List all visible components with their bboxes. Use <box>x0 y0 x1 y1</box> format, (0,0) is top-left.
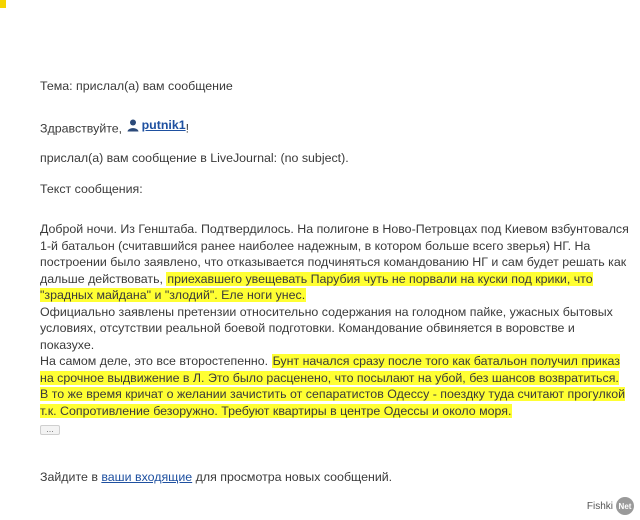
footer-suffix: для просмотра новых сообщений. <box>192 469 393 484</box>
site-watermark <box>587 497 634 515</box>
user-profile-icon <box>126 118 140 132</box>
footer-line <box>40 469 630 486</box>
watermark-text: Fishki <box>586 500 613 512</box>
message-header: Текст сообщения: <box>40 181 143 196</box>
watermark-badge: Net <box>616 497 634 515</box>
expand-quote-button[interactable]: ... <box>40 425 60 435</box>
username[interactable]: putnik1 <box>141 117 186 132</box>
footer-prefix: Зайдите в <box>40 469 102 484</box>
email-body <box>0 22 640 520</box>
greeting-prefix: Здравствуйте, <box>40 120 126 135</box>
corner-mark <box>0 0 6 8</box>
message-paragraph-2: Официально заявлены претензии относительно содержания на голодном пайке, ужасных бытовых условиях, отсутствии реальной боевой подготовки. Командование обвиняется в воровстве и показухе. <box>40 304 613 352</box>
user-link[interactable] <box>126 117 186 134</box>
top-bar <box>0 0 640 22</box>
message-text <box>40 221 630 437</box>
subject-line: Тема: прислал(а) вам сообщение <box>40 79 233 93</box>
message-p1-highlight: приехавшего увещевать Парубия чуть не порвали на куски под крики, что "зрадных майдана" и "злодий". Еле ноги унес. <box>40 271 593 303</box>
message-paragraph-1 <box>40 221 630 304</box>
sent-line: прислал(а) вам сообщение в LiveJournal: (no subject). <box>40 151 349 166</box>
message-p1: Доброй ночи. Из Генштаба. Подтвердилось. На полигоне в Ново-Петровцах под Киевом взбунтовался 1-й батальон (считавшийся ранее наиболее надежным, в котором больше всего зверья) НГ. На построении было заявлено, что отказывается подчиняться командованию НГ и сам будет решать как дальше действовать, <box>40 222 629 286</box>
email-content <box>40 78 630 485</box>
message-p3: На самом деле, это все второстепенно. <box>40 354 272 369</box>
greeting <box>40 117 630 137</box>
message-p3-highlight: Бунт начался сразу после того как батальон получил приказ на срочное выдвижение в Л. Это было расценено, что посылают на убой, без шансов возвратиться. В то же время кричат о желании зачистить от сепаратистов Одессу - поездку туда считают прогулкой т.к. Сопротивление безоружно. Требуют квартиры в центре Одессы и около моря. <box>40 354 626 418</box>
inbox-link[interactable]: ваши входящие <box>101 469 193 484</box>
greeting-suffix: ! <box>185 120 190 135</box>
message-paragraph-3 <box>40 353 630 419</box>
